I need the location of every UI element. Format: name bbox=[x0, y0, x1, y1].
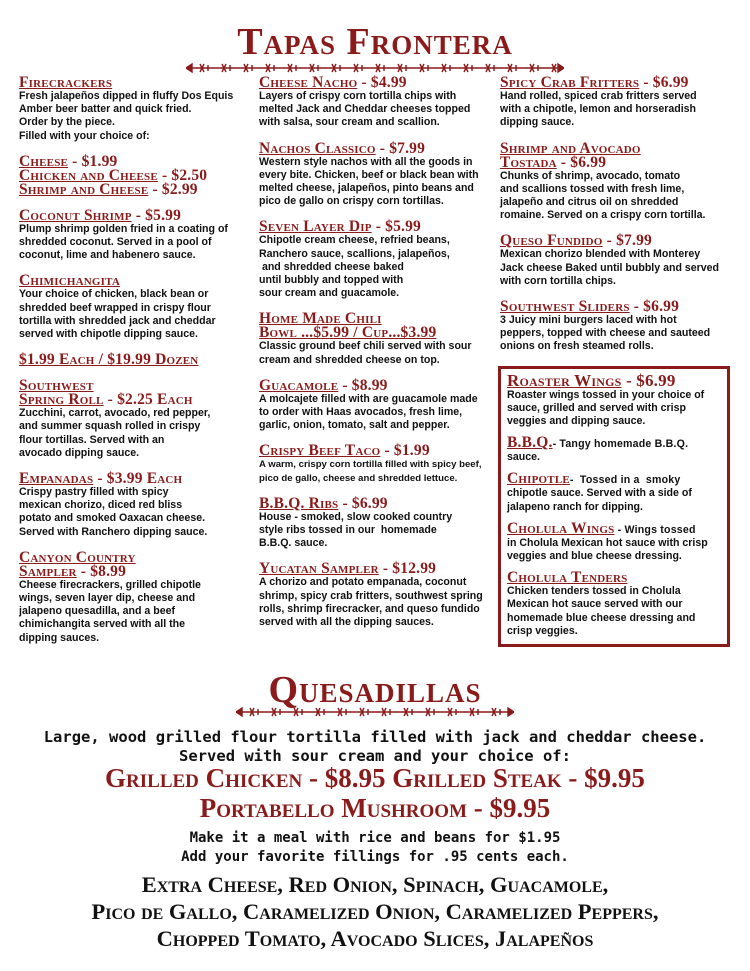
item-name: Queso Fundido bbox=[500, 232, 603, 250]
item-desc: Hand rolled, spiced crab fritters served with a chipotle, lemon and horseradish dipping sauce. bbox=[500, 90, 697, 129]
quesadillas-title: Quesadillas bbox=[268, 669, 482, 711]
item-desc: sauce. bbox=[507, 451, 540, 464]
menu-item-yucatan-sampler bbox=[259, 562, 495, 629]
item-desc: Fresh jalapeños dipped in fluffy Dos Equis Amber beer batter and quick fried. Order by the piece. Filled with your choice of: bbox=[19, 90, 234, 142]
menu-item-spicy-crab-fritters bbox=[500, 76, 736, 130]
quesadilla-option-steak: Grilled Steak - $9.95 bbox=[392, 763, 645, 793]
menu-item-chimichangita bbox=[19, 274, 251, 341]
item-name: Coconut Shrimp bbox=[19, 206, 132, 224]
decorative-divider bbox=[236, 705, 514, 719]
filling-price: - $2.99 bbox=[148, 180, 198, 198]
item-name: B.B.Q. bbox=[507, 434, 553, 452]
item-desc: A chorizo and potato empanada, coconut shrimp, spicy crab fritters, southwest spring rolls, shrimp firecracker, and queso fundido served with all the dipping sauces. bbox=[259, 576, 483, 629]
menu-item-cheese-nacho bbox=[259, 76, 495, 130]
item-name: Roaster Wings bbox=[507, 370, 622, 390]
quesadilla-option-chicken: Grilled Chicken - $8.95 bbox=[105, 763, 386, 793]
menu-item-bbq-ribs bbox=[259, 494, 495, 551]
item-price: - $2.25 Each bbox=[103, 391, 193, 409]
quesadilla-options bbox=[0, 763, 750, 794]
fillings-note: Add your favorite fillings for .95 cents each. bbox=[181, 849, 569, 865]
item-desc: Your choice of chicken, black bean or shredded beef wrapped in crispy flour tortilla with shredded jack and cheddar served with chipotle dipping sauce. bbox=[19, 288, 216, 341]
menu-item-firecrackers bbox=[19, 76, 251, 143]
item-name: Southwest bbox=[19, 377, 94, 395]
item-desc: House - smoked, slow cooked country style ribs tossed in our homemade B.B.Q. sauce. bbox=[259, 510, 453, 550]
chimichangita-price bbox=[19, 353, 251, 367]
item-price: - $7.99 bbox=[375, 139, 426, 157]
appetizer-column-2 bbox=[259, 76, 495, 629]
item-price: - $1.99 bbox=[380, 442, 430, 460]
item-name: Southwest Sliders bbox=[500, 298, 630, 316]
item-name: Yucatan Sampler bbox=[259, 560, 379, 578]
menu-item-crispy-beef-taco bbox=[259, 444, 495, 484]
item-desc: Chunks of shrimp, avocado, tomato and scallions tossed with fresh lime, jalapeño and citrus oil on shredded romaine. Served on a crispy corn tortilla. bbox=[500, 169, 706, 222]
menu-item-shrimp-avocado-tostada bbox=[500, 139, 736, 223]
item-desc: Western style nachos with all the goods in every bite. Chicken, beef or black bean with melted cheese, jalapeños, pinto beans and pico de gallo on crispy corn tortillas. bbox=[259, 155, 479, 208]
item-desc: chipotle sauce. Served with a side of jalapeno ranch for dipping. bbox=[507, 487, 692, 513]
item-desc: 3 Juicy mini burgers laced with hot peppers, topped with cheese and sauteed onions on fresh steamed rolls. bbox=[500, 314, 711, 353]
item-name: Cheese Nacho bbox=[259, 74, 358, 91]
menu-item-home-made-chili bbox=[259, 312, 495, 366]
item-price: - $6.99 bbox=[629, 298, 680, 316]
item-name: Cholula Wings bbox=[507, 519, 615, 537]
item-name: Shrimp and Avocado bbox=[500, 139, 641, 157]
fillings-list: Extra Cheese, Red Onion, Spinach, Guacamole, bbox=[141, 872, 609, 897]
item-name: Spicy Crab Fritters bbox=[500, 74, 640, 91]
item-desc: in Cholula Mexican hot sauce with crisp veggies and blue cheese dressing. bbox=[507, 536, 708, 563]
wing-sauce-bbq bbox=[507, 436, 721, 464]
menu-item-southwest-spring-roll bbox=[19, 379, 251, 460]
firecracker-fillings bbox=[19, 152, 251, 198]
item-name: Home Made Chili bbox=[259, 310, 382, 328]
appetizer-column-3 bbox=[500, 76, 736, 647]
item-name: Chimichangita bbox=[19, 272, 120, 290]
item-desc: Chipotle cream cheese, refried beans, Ranchero sauce, scallions, jalapeños, and shredded cheese baked until bubbly and topped with sour cream and guacamole. bbox=[259, 234, 450, 300]
fillings-list: Chopped Tomato, Avocado Slices, Jalapeños bbox=[156, 926, 594, 951]
menu-item-nachos-classico bbox=[259, 139, 495, 209]
item-name: Cholula Tenders bbox=[507, 569, 628, 587]
menu-item-cholula-wings bbox=[507, 519, 721, 563]
item-desc: Roaster wings tossed in your choice of sauce, grilled and served with crisp veggies and dipping sauce. bbox=[507, 388, 705, 428]
filling-name: Chicken and Cheese bbox=[19, 166, 158, 184]
page-title: Tapas Frontera bbox=[237, 21, 513, 63]
menu-item-canyon-country-sampler bbox=[19, 548, 251, 645]
item-desc: Plump shrimp golden fried in a coating of shredded coconut. Served in a pool of coconut, lime and habenero sauce. bbox=[19, 222, 228, 262]
item-name: Firecrackers bbox=[19, 74, 113, 91]
item-price: - $5.99 bbox=[131, 206, 182, 224]
item-name: Sampler bbox=[19, 562, 77, 580]
appetizer-column-1 bbox=[19, 76, 251, 645]
item-desc: Classic ground beef chili served with sour cream and shredded cheese on top. bbox=[259, 340, 472, 366]
item-desc: A molcajete filled with are guacamole made to order with Haas avocados, fresh lime, garlic, onion, tomato, salt and pepper. bbox=[259, 392, 478, 432]
item-price: - $8.99 bbox=[338, 376, 388, 394]
item-name: Nachos Classico bbox=[259, 139, 376, 157]
item-name: Crispy Beef Taco bbox=[259, 442, 381, 460]
item-desc: A warm, crispy corn tortilla filled with spicy beef, pico de gallo, cheese and shredded lettuce. bbox=[259, 459, 482, 484]
filling-name: Shrimp and Cheese bbox=[19, 180, 149, 198]
item-price: - $6.99 bbox=[338, 494, 388, 512]
wings-box bbox=[498, 366, 730, 647]
menu-item-southwest-sliders bbox=[500, 300, 736, 354]
item-price: - $7.99 bbox=[602, 232, 652, 250]
item-name: Guacamole bbox=[259, 376, 339, 394]
item-price: - $8.99 bbox=[76, 562, 127, 580]
item-name: Empanadas bbox=[19, 470, 94, 488]
item-name: Chipotle bbox=[507, 470, 570, 488]
menu-item-queso-fundido bbox=[500, 234, 736, 288]
item-price: - $6.99 bbox=[639, 74, 689, 91]
menu-item-guacamole bbox=[259, 376, 495, 433]
item-desc: - Tangy homemade B.B.Q. bbox=[552, 438, 689, 451]
item-name: Spring Roll bbox=[19, 391, 104, 409]
item-desc: Zucchini, carrot, avocado, red pepper, and summer squash rolled in crispy flour tortillas. Served with an avocado dipping sauce. bbox=[19, 407, 211, 459]
filling-price: - $2.50 bbox=[157, 166, 208, 184]
quesadilla-option-portabello: Portabello Mushroom - $9.95 bbox=[199, 793, 551, 823]
quesadilla-intro: Served with sour cream and your choice of: bbox=[179, 747, 571, 765]
decorative-divider bbox=[186, 61, 564, 75]
item-price: Bowl ...$5.99 / Cup...$3.99 bbox=[259, 324, 437, 342]
item-price: - $12.99 bbox=[378, 560, 437, 578]
item-price: - $3.99 Each bbox=[93, 470, 183, 488]
item-desc: - Wings tossed bbox=[614, 523, 696, 536]
wing-sauce-chipotle bbox=[507, 472, 721, 513]
item-desc: Layers of crispy corn tortilla chips with melted Jack and Cheddar cheeses topped with salsa, sour cream and scallion. bbox=[259, 90, 471, 129]
item-price: - $6.99 bbox=[556, 153, 607, 171]
meal-upgrade: Make it a meal with rice and beans for $1.95 bbox=[189, 830, 561, 846]
item-desc: - Tossed in a smoky bbox=[569, 474, 681, 487]
menu-item-empanadas bbox=[19, 472, 251, 539]
item-desc: Crispy pastry filled with spicy mexican chorizo, diced red bliss potato and smoked Oaxacan cheese. Served with Ranchero dipping sauce. bbox=[19, 486, 208, 538]
item-price: - $5.99 bbox=[371, 218, 422, 236]
item-desc: Cheese firecrackers, grilled chipotle wings, seven layer dip, cheese and jalapeno quesadilla, and a beef chimichangita served with all the dipping sauces. bbox=[19, 578, 201, 644]
menu-item-roaster-wings bbox=[507, 370, 721, 429]
item-desc: Chicken tenders tossed in Cholula Mexican hot sauce served with our homemade blue cheese dressing and crisp veggies. bbox=[507, 585, 696, 637]
item-name: B.B.Q. Ribs bbox=[259, 494, 339, 512]
item-name: Seven Layer Dip bbox=[259, 218, 372, 236]
quesadilla-intro: Large, wood grilled flour tortilla filled with jack and cheddar cheese. bbox=[43, 728, 707, 746]
item-desc: Mexican chorizo blended with Monterey Jack cheese Baked until bubbly and served with corn tortilla chips. bbox=[500, 248, 720, 287]
item-name: Canyon Country bbox=[19, 548, 136, 566]
item-price: - $4.99 bbox=[357, 74, 407, 91]
item-name: Tostada bbox=[500, 153, 557, 171]
filling-name: Cheese bbox=[19, 152, 69, 170]
filling-price: - $1.99 bbox=[68, 152, 118, 170]
menu-item-cholula-tenders bbox=[507, 571, 721, 638]
item-price: - $6.99 bbox=[621, 370, 676, 390]
menu-item-coconut-shrimp bbox=[19, 206, 251, 263]
fillings-list: Pico de Gallo, Caramelized Onion, Caramelized Peppers, bbox=[91, 899, 659, 924]
menu-item-seven-layer-dip bbox=[259, 220, 495, 300]
item-price: $1.99 Each / $19.99 Dozen bbox=[19, 351, 199, 369]
